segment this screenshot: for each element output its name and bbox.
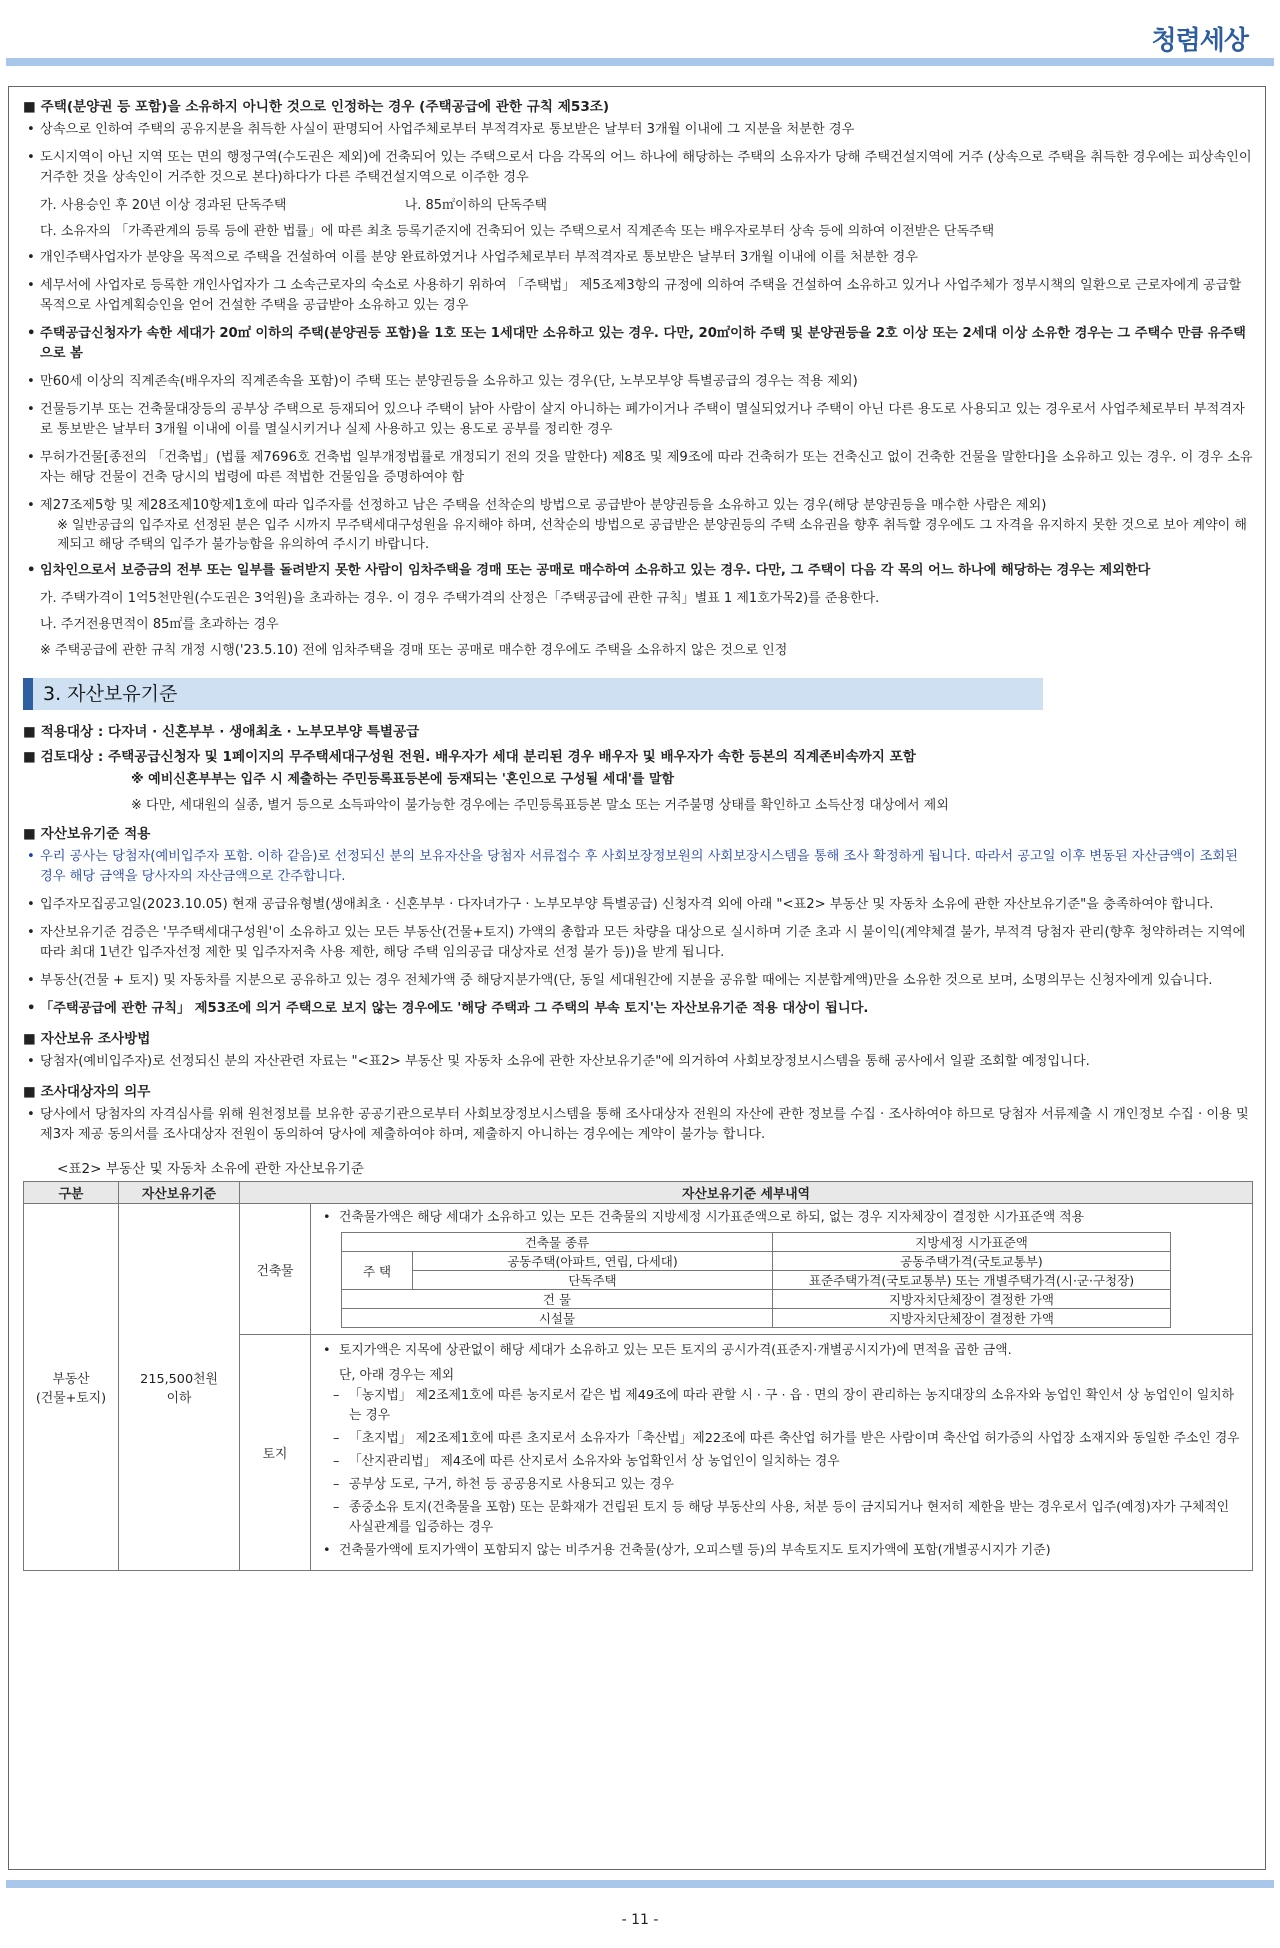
inner-cell: 공동주택가격(국토교통부) — [772, 1252, 1170, 1271]
list-item: • 토지가액은 지목에 상관없이 해당 세대가 소유하고 있는 모든 토지의 공시가격(표준지·개별공시지가)에 면적을 곱한 금액. — [323, 1343, 1012, 1358]
note: ※ 일반공급의 입주자로 선정된 분은 입주 시까지 무주택세대구성원을 유지해야 하며, 선착순의 방법으로 공급받은 분양권등의 주택 소유권을 향후 취득할 경우에도 그 자격을 유지하지 못한 것으로 보아 계약이 해제되고 해당 주택의 입주가 불가능함을 유의하여 주시기 바랍니다. — [57, 518, 1247, 552]
land-detail — [311, 1335, 1253, 1571]
note: ※ 다만, 세대원의 실종, 별거 등으로 소득파악이 불가능한 경우에는 주민등록표등본 말소 또는 거주불명 상태를 확인하고 소득산정 대상에서 제외 — [131, 798, 949, 813]
list-item: • 개인주택사업자가 분양을 목적으로 주택을 건설하여 이를 분양 완료하였거나 사업주체로부터 부적격자로 통보받은 날부터 3개월 이내에 이를 처분한 경우 — [23, 248, 1253, 268]
building-bullet: 건축물가액은 해당 세대가 소유하고 있는 모든 건축물의 지방세정 시가표준액으로 하되, 없는 경우 지자체장이 결정한 시가표준액 적용 — [339, 1210, 1084, 1225]
inner-cell: 지방자치단체장이 결정한 가액 — [772, 1290, 1170, 1309]
land-bullet: 건축물가액에 토지가액이 포함되지 않는 비주거용 건축물(상가, 오피스텔 등)의 부속토지도 토지가액에 포함(개별공시지가 기준) — [339, 1543, 1051, 1558]
inner-cell: 건 물 — [342, 1290, 773, 1309]
land-item: 「농지법」 제2조제1호에 따른 농지로서 같은 법 제49조에 따라 관할 시 · 구 · 읍 · 면의 장이 관리하는 농지대장의 소유자와 농업인 확인서 상 농업인이 일치하는 경우 — [349, 1388, 1234, 1423]
list-item: • 우리 공사는 당첨자(예비입주자 포함. 이하 같음)로 선정되신 분의 보유자산을 당첨자 서류접수 후 사회보장정보원의 사회보장시스템을 통해 조사 확정하게 됩니다. 따라서 공고일 이후 변동된 자산금액이 조회된 경우 해당 금액을 당사자의 자산금액으로 간주합니다. — [23, 847, 1253, 887]
note: ※ 예비신혼부부는 입주 시 제출하는 주민등록표등본에 등재되는 '혼인으로 구성될 세대'를 말함 — [131, 772, 675, 787]
inner-cell: 시설물 — [342, 1309, 773, 1328]
apply-header: ■ 자산보유기준 적용 — [23, 826, 151, 842]
note: ※ 주택공급에 관한 규칙 개정 시행('23.5.10) 전에 임차주택을 경매 또는 공매로 매수한 경우에도 주택을 소유하지 않은 것으로 인정 — [40, 643, 788, 658]
list-item: • 만60세 이상의 직계존속(배우자의 직계존속을 포함)이 주택 또는 분양권등을 소유하고 있는 경우(단, 노부모부양 특별공급의 경우는 적용 제외) — [23, 372, 1253, 392]
sub-item — [23, 196, 1253, 215]
sub-item: 가. 주택가격이 1억5천만원(수도권은 3억원)을 초과하는 경우. 이 경우 주택가격의 산정은「주택공급에 관한 규칙」별표 1 제1호가목2)를 준용한다. — [40, 591, 880, 606]
land-item: 「초지법」 제2조제1호에 따른 초지로서 소유자가「축산법」제22조에 따른 축산업 허가를 받은 사람이며 축산업 허가증의 사업장 소재지와 동일한 주소인 경우 — [349, 1431, 1240, 1446]
sub-item: 나. 주거전용면적이 85㎡를 초과하는 경우 — [40, 617, 279, 632]
list-item: • 건축물가액은 해당 세대가 소유하고 있는 모든 건축물의 지방세정 시가표준액으로 하되, 없는 경우 지자체장이 결정한 시가표준액 적용 — [323, 1210, 1084, 1225]
list-item: – 「초지법」 제2조제1호에 따른 초지로서 소유자가「축산법」제22조에 따른 축산업 허가를 받은 사람이며 축산업 허가증의 사업장 소재지와 동일한 주소인 경우 — [333, 1431, 1240, 1446]
housing-label: 주 택 — [342, 1252, 413, 1290]
list-item: – 「산지관리법」 제4조에 따른 산지로서 소유자와 농업확인서 상 농업인이 일치하는 경우 — [333, 1454, 840, 1469]
inner-cell: 단독주택 — [413, 1271, 773, 1290]
content-frame — [8, 86, 1266, 1870]
review-target: ■ 검토대상 : 주택공급신청자 및 1페이지의 무주택세대구성원 전원. 배우자가 세대 분리된 경우 배우자 및 배우자가 속한 등본의 직계존비속까지 포함 — [23, 749, 916, 765]
amount-cell — [119, 1204, 240, 1571]
land-item: 「산지관리법」 제4조에 따른 산지로서 소유자와 농업확인서 상 농업인이 일치하는 경우 — [349, 1454, 840, 1469]
list-item: • 건물등기부 또는 건축물대장등의 공부상 주택으로 등재되어 있으나 주택이 낡아 사람이 살지 아니하는 폐가이거나 주택이 멸실되었거나 주택이 아닌 다른 용도로 사용되고 있는 경우로서 사업주체로부터 부적격자로 통보받은 날부터 3개월 이내에 이를 멸실시키거나 실제 사용하고 있는 용도로 공부를 정리한 경우 — [23, 400, 1253, 440]
table-header: 자산보유기준 — [119, 1182, 240, 1204]
method-header: ■ 자산보유 조사방법 — [23, 1031, 151, 1047]
building-table — [341, 1232, 1171, 1328]
building-detail — [311, 1204, 1253, 1335]
list-item: – 종중소유 토지(건축물을 포함) 또는 문화재가 건립된 토지 등 해당 부동산의 사용, 처분 등이 금지되거나 현저히 제한을 받는 경우로서 입주(예정)자가 구체적인 사실관계를 입증하는 경우 — [333, 1500, 1230, 1535]
logo: 청렴세상 — [1151, 26, 1248, 56]
inner-cell: 지방자치단체장이 결정한 가액 — [772, 1309, 1170, 1328]
list-item: • 입주자모집공고일(2023.10.05) 현재 공급유형별(생애최초 · 신혼부부 · 다자녀가구 · 노부모부양 특별공급) 신청자격 외에 아래 "<표2> 부동산 및 자동차 소유에 관한 자산보유기준"을 충족하여야 합니다. — [23, 895, 1253, 915]
bottom-rule — [6, 1880, 1274, 1888]
list-item: • 임차인으로서 보증금의 전부 또는 일부를 돌려받지 못한 사람이 임차주택을 경매 또는 공매로 매수하여 소유하고 있는 경우. 다만, 그 주택이 다음 각 목의 어느 하나에 해당하는 경우는 제외한다 — [23, 561, 1253, 581]
asset-table — [23, 1181, 1253, 1571]
list-item: • 제27조제5항 및 제28조제10항제1호에 따라 입주자를 선정하고 남은 주택을 선착순의 방법으로 공급받아 분양권등을 소유하고 있는 경우(해당 분양권등을 매수한 사람은 제외) — [23, 496, 1253, 516]
list-item: • 자산보유기준 검증은 '무주택세대구성원'이 소유하고 있는 모든 부동산(건물+토지) 가액의 총합과 모든 차량을 대상으로 실시하며 기준 초과 시 불이익(계약체결 불가, 부적격 당첨자 관리(향후 청약하려는 지역에 따라 최대 1년간 입주자선정 제한 및 입주자저축 사용 제한, 해당 주택 임의공급 대상자로 선정 불가 등))을 받게 됩니다. — [23, 923, 1253, 963]
land-item: 종중소유 토지(건축물을 포함) 또는 문화재가 건립된 토지 등 해당 부동산의 사용, 처분 등이 금지되거나 현저히 제한을 받는 경우로서 입주(예정)자가 구체적인 사실관계를 입증하는 경우 — [349, 1500, 1230, 1535]
page-number: - 11 - — [621, 1912, 659, 1928]
sub-item-na: 나. 85㎡이하의 단독주택 — [404, 198, 548, 213]
amount-line: 215,500천원 — [140, 1372, 218, 1387]
sub-item-da: 다. 소유자의 「가족관계의 등록 등에 관한 법률」에 따른 최초 등록기준지에 건축되어 있는 주택으로서 직계존속 또는 배우자로부터 상속 등에 의하여 이전받은 단독주택 — [40, 224, 995, 239]
top-rule — [6, 58, 1274, 66]
sub-item-ga: 가. 사용승인 후 20년 이상 경과된 단독주택 — [40, 198, 287, 213]
list-item: • 「주택공급에 관한 규칙」 제53조에 의거 주택으로 보지 않는 경우에도 '해당 주택과 그 주택의 부속 토지'는 자산보유기준 적용 대상이 됩니다. — [23, 999, 1253, 1019]
table-title: <표2> 부동산 및 자동차 소유에 관한 자산보유기준 — [57, 1161, 364, 1177]
category-line: (건물+토지) — [35, 1391, 107, 1406]
duty-header: ■ 조사대상자의 의무 — [23, 1084, 151, 1100]
list-item: – 공부상 도로, 구거, 하천 등 공공용지로 사용되고 있는 경우 — [333, 1477, 674, 1492]
list-item: – 「농지법」 제2조제1호에 따른 농지로서 같은 법 제49조에 따라 관할 시 · 구 · 읍 · 면의 장이 관리하는 농지대장의 소유자와 농업인 확인서 상 농업인이 일치하는 경우 — [333, 1388, 1234, 1423]
land-label: 토지 — [240, 1335, 311, 1571]
apply-target: ■ 적용대상 : 다자녀 · 신혼부부 · 생애최초 · 노부모부양 특별공급 — [23, 724, 420, 740]
amount-line: 이하 — [166, 1391, 192, 1406]
inner-header: 건축물 종류 — [342, 1233, 773, 1252]
table-header: 구분 — [24, 1182, 119, 1204]
land-item: 공부상 도로, 구거, 하천 등 공공용지로 사용되고 있는 경우 — [349, 1477, 674, 1492]
list-item: • 부동산(건물 + 토지) 및 자동차를 지분으로 공유하고 있는 경우 전체가액 중 해당지분가액(단, 동일 세대원간에 지분을 공유할 때에는 지분합계액)만을 소유한 것으로 보며, 소명의무는 신청자에게 있습니다. — [23, 971, 1253, 991]
list-item: • 당첨자(예비입주자)로 선정되신 분의 자산관련 자료는 "<표2> 부동산 및 자동차 소유에 관한 자산보유기준"에 의거하여 사회보장정보시스템을 통해 공사에서 일괄 조회할 예정입니다. — [23, 1052, 1253, 1072]
list-item: • 도시지역이 아닌 지역 또는 면의 행정구역(수도권은 제외)에 건축되어 있는 주택으로서 다음 각목의 어느 하나에 해당하는 주택의 소유자가 당해 주택건설지역에 거주 (상속으로 주택을 취득한 경우에는 피상속인이 거주한 것을 상속인이 거주한 것으로 본다)하다가 다른 주택건설지역으로 이주한 경우 — [23, 148, 1253, 188]
section-title: 3. 자산보유기준 — [23, 678, 1043, 710]
list-item: • 무허가건물[종전의 「건축법」(법률 제7696호 건축법 일부개정법률로 개정되기 전의 것을 말한다) 제8조 및 제9조에 따라 건축허가 또는 건축신고 없이 건축한 건물을 말한다]을 소유하고 있는 경우. 이 경우 소유자는 해당 건물이 건축 당시의 법령에 따른 적법한 건물임을 증명하여야 함 — [23, 448, 1253, 488]
category-line: 부동산 — [52, 1372, 90, 1387]
inner-header: 지방세정 시가표준액 — [772, 1233, 1170, 1252]
category-cell — [24, 1204, 119, 1571]
list-item: • 주택공급신청자가 속한 세대가 20㎡ 이하의 주택(분양권등 포함)을 1호 또는 1세대만 소유하고 있는 경우. 다만, 20㎡이하 주택 및 분양권등을 2호 이상 또는 2세대 이상 소유한 경우는 그 주택수 만큼 유주택으로 봄 — [23, 324, 1253, 364]
building-label: 건축물 — [240, 1204, 311, 1335]
inner-cell: 공동주택(아파트, 연립, 다세대) — [413, 1252, 773, 1271]
inner-cell: 표준주택가격(국토교통부) 또는 개별주택가격(시·군·구청장) — [772, 1271, 1170, 1290]
land-except: 단, 아래 경우는 제외 — [339, 1368, 455, 1383]
list-item: • 상속으로 인하여 주택의 공유지분을 취득한 사실이 판명되어 사업주체로부터 부적격자로 통보받은 날부터 3개월 이내에 그 지분을 처분한 경우 — [23, 120, 1253, 140]
no-house-header: ■ 주택(분양권 등 포함)을 소유하지 아니한 것으로 인정하는 경우 (주택공급에 관한 규칙 제53조) — [23, 99, 610, 115]
land-bullet: 토지가액은 지목에 상관없이 해당 세대가 소유하고 있는 모든 토지의 공시가격(표준지·개별공시지가)에 면적을 곱한 금액. — [339, 1343, 1012, 1358]
table-header: 자산보유기준 세부내역 — [240, 1182, 1253, 1204]
list-item: • 건축물가액에 토지가액이 포함되지 않는 비주거용 건축물(상가, 오피스텔 등)의 부속토지도 토지가액에 포함(개별공시지가 기준) — [323, 1543, 1051, 1558]
list-item: • 세무서에 사업자로 등록한 개인사업자가 그 소속근로자의 숙소로 사용하기 위하여 「주택법」 제5조제3항의 규정에 의하여 주택을 건설하여 소유하고 있거나 사업주체가 정부시책의 일환으로 근로자에게 공급할 목적으로 사업계획승인을 얻어 건설한 주택을 공급받아 소유하고 있는 경우 — [23, 276, 1253, 316]
list-item: • 당사에서 당첨자의 자격심사를 위해 원천정보를 보유한 공공기관으로부터 사회보장정보시스템을 통해 조사대상자 전원의 자산에 관한 정보를 수집 · 조사하여야 하므로 당첨자 서류제출 시 개인정보 수집 · 이용 및 제3자 제공 동의서를 조사대상자 전원이 동의하여 당사에 제출하여야 하며, 제출하지 아니하는 경우에는 계약이 불가능 합니다. — [23, 1105, 1253, 1145]
